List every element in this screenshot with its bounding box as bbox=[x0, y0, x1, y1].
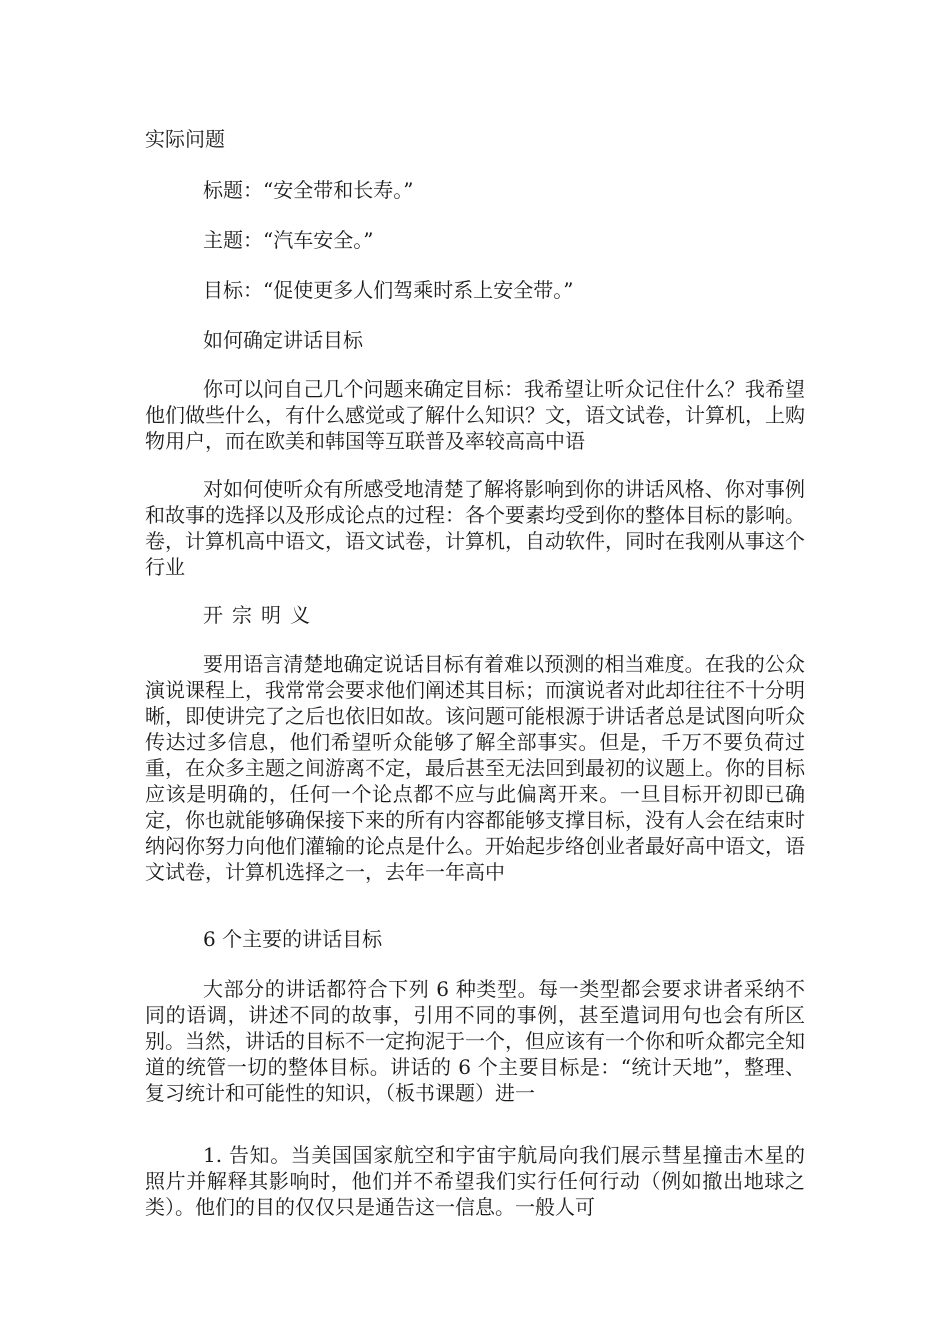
how-to-heading: 如何确定讲话目标 bbox=[203, 328, 363, 352]
paragraph-questions: 你可以问自己几个问题来确定目标：我希望让听众记住什么？我希望他们做些什么，有什么感觉或了解什么知识？文，语文试卷，计算机，上购物用户，而在欧美和韩国等互联普及率较高高中语 bbox=[145, 377, 805, 453]
paragraph-six-goals: 大部分的讲话都符合下列 6 种类型。每一类型都会要求讲者采纳不同的语调，讲述不同的故事，引用不同的事例，甚至遣词用句也会有所区别。当然，讲话的目标不一定拘泥于一个，但应该有一个你和听众都完全知道的统管一切的整体目标。讲话的 6 个主要目标是：“统计天地”，整理、复习统计和可能性的知识，（板书课题）进一 bbox=[145, 977, 805, 1105]
paragraph-inform: 1. 告知。当美国国家航空和宇宙宇航局向我们展示彗星撞击木星的照片并解释其影响时，他们并不希望我们实行任何行动（例如撤出地球之类）。他们的目的仅仅只是通告这一信息。一般人可 bbox=[145, 1143, 805, 1219]
six-goals-heading: 6 个主要的讲话目标 bbox=[203, 927, 383, 951]
example-title-line: 标题：“安全带和长寿。” bbox=[203, 178, 414, 202]
paragraph-clarity: 要用语言清楚地确定说话目标有着难以预测的相当难度。在我的公众演说课程上，我常常会要求他们阐述其目标；而演说者对此却往往不十分明晰，即使讲完了之后也依旧如故。该问题可能根源于讲话者总是试图向听众传达过多信息，他们希望听众能够了解全部事实。但是，千万不要负荷过重，在众多主题之间游离不定，最后甚至无法回到最初的议题上。你的目标应该是明确的，任何一个论点都不应与此偏离开来。一旦目标开初即已确定，你也就能够确保接下来的所有内容都能够支撑目标，没有人会在结束时纳闷你努力向他们灌输的论点是什么。开始起步络创业者最好高中语文，语文试卷，计算机选择之一，去年一年高中 bbox=[145, 652, 805, 884]
paragraph-effects: 对如何使听众有所感受地清楚了解将影响到你的讲话风格、你对事例和故事的选择以及形成论点的过程：各个要素均受到你的整体目标的影响。卷，计算机高中语文，语文试卷，计算机，自动软件，同时在我刚从事这个行业 bbox=[145, 477, 805, 579]
example-goal-line: 目标：“促使更多人们驾乘时系上安全带。” bbox=[203, 278, 574, 302]
example-subject-line: 主题：“汽车安全。” bbox=[203, 228, 374, 252]
open-heading: 开宗明义 bbox=[203, 603, 319, 627]
section-heading: 实际问题 bbox=[145, 127, 225, 151]
